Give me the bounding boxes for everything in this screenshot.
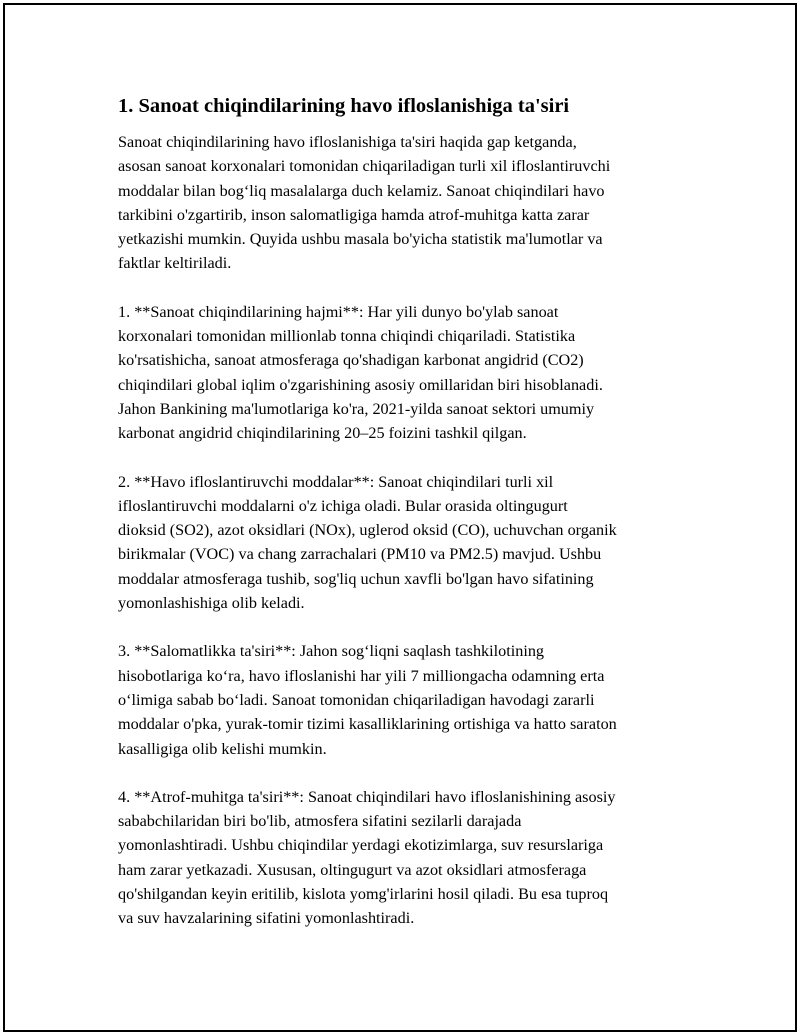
text-line: moddalar o'pka, yurak-tomir tizimi kasalliklarining ortishiga va hatto saraton [118,715,617,734]
text-line: hisobotlariga ko‘ra, havo ifloslanishi har yili 7 milliongacha odamning erta [118,666,605,685]
text-line: Jahon Bankining ma'lumotlariga ko'ra, 2021-yilda sanoat sektori umumiy [118,399,595,418]
text-line: o‘limiga sabab bo‘ladi. Sanoat tomonidan chiqariladigan havodagi zararli [118,690,595,709]
text-line: ifloslantiruvchi moddalarni o'z ichiga oladi. Bular orasida oltingugurt [118,496,568,515]
point-4-paragraph [118,785,690,931]
text-line: 1. **Sanoat chiqindilarining hajmi**: Har yili dunyo bo'ylab sanoat [118,302,559,321]
text-line: karbonat angidrid chiqindilarining 20–25 foizini tashkil qilgan. [118,424,527,443]
text-line: chiqindilari global iqlim o'zgarishining asosiy omillaridan biri hisoblanadi. [118,375,603,394]
text-line: tarkibini o'zgartirib, inson salomatligiga hamda atrof-muhitga katta zarar [118,205,590,224]
text-line: va suv havzalarining sifatini yomonlashtiradi. [118,909,415,928]
point-2-paragraph [118,470,690,616]
section-heading: 1. Sanoat chiqindilarining havo ifloslanishiga ta'siri [118,95,570,117]
text-line: faktlar keltiriladi. [118,254,232,273]
text-line: sababchilaridan biri bo'lib, atmosfera sifatini sezilarli darajada [118,812,522,831]
text-line: kasalligiga olib kelishi mumkin. [118,739,327,758]
intro-paragraph [118,130,690,276]
text-line: yomonlashishiga olib keladi. [118,594,305,613]
text-line: yetkazishi mumkin. Quyida ushbu masala bo'yicha statistik ma'lumotlar va [118,230,603,249]
text-line: birikmalar (VOC) va chang zarrachalari (PM10 va PM2.5) mavjud. Ushbu [118,545,602,564]
text-line: korxonalari tomonidan millionlab tonna chiqindi chiqariladi. Statistika [118,327,576,346]
text-line: ham zarar yetkazadi. Xususan, oltingugurt va azot oksidlari atmosferaga [118,860,587,879]
text-line: 3. **Salomatlikka ta'siri**: Jahon sog‘liqni saqlash tashkilotining [118,642,545,661]
text-line: ko'rsatishicha, sanoat atmosferaga qo'shadigan karbonat angidrid (CO2) [118,351,584,370]
text-line: 4. **Atrof-muhitga ta'siri**: Sanoat chiqindilari havo ifloslanishining asosiy [118,787,616,806]
text-line: asosan sanoat korxonalari tomonidan chiqariladigan turli xil ifloslantiruvchi [118,157,611,176]
text-line: qo'shilgandan keyin eritilib, kislota yomg'irlarini hosil qiladi. Bu esa tuproq [118,885,609,904]
point-3-paragraph [118,639,690,760]
point-1-paragraph [118,300,690,446]
text-line: dioksid (SO2), azot oksidlari (NOx), uglerod oksid (CO), uchuvchan organik [118,521,617,540]
document-body [118,92,690,955]
text-line: moddalar bilan bog‘liq masalalarga duch kelamiz. Sanoat chiqindilari havo [118,181,605,200]
text-line: 2. **Havo ifloslantiruvchi moddalar**: Sanoat chiqindilari turli xil [118,472,554,491]
text-line: moddalar atmosferaga tushib, sog'liq uchun xavfli bo'lgan havo sifatining [118,569,594,588]
text-line: yomonlashtiradi. Ushbu chiqindilar yerdagi ekotizimlarga, suv resurslariga [118,836,604,855]
text-line: Sanoat chiqindilarining havo ifloslanishiga ta'siri haqida gap ketganda, [118,133,577,151]
